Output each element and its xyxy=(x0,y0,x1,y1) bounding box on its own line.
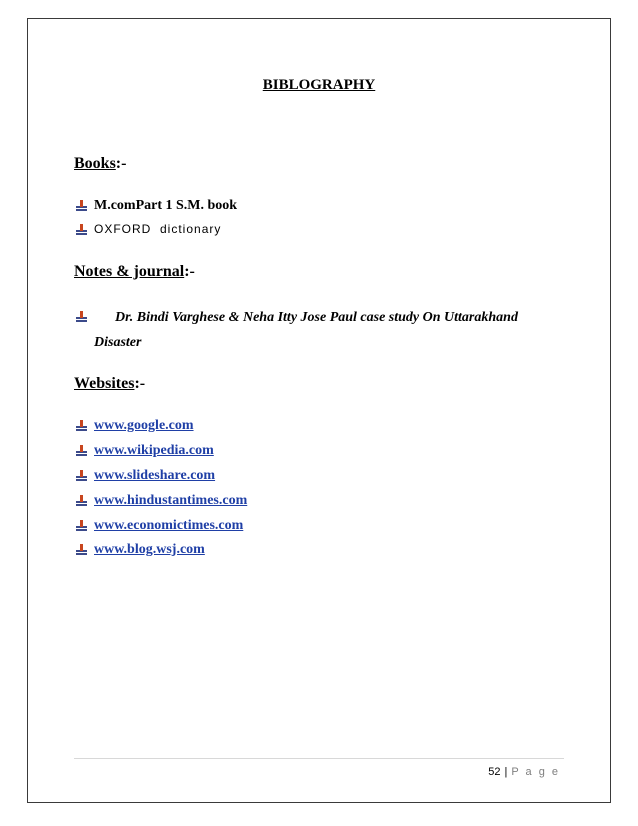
page-footer xyxy=(488,766,560,778)
footer-rule xyxy=(74,758,564,759)
list-item xyxy=(75,305,535,355)
footer-separator: | xyxy=(504,766,508,778)
book-bullet-icon xyxy=(75,470,88,482)
list-item xyxy=(75,468,215,484)
list-item xyxy=(75,198,237,214)
list-item xyxy=(75,222,221,236)
books-heading xyxy=(74,155,126,173)
link-wikipedia[interactable]: www.wikipedia.com xyxy=(94,443,214,458)
page-border xyxy=(27,18,611,803)
book-bullet-icon xyxy=(75,420,88,432)
list-item xyxy=(75,518,243,534)
list-item xyxy=(75,542,205,558)
book-bullet-icon xyxy=(75,224,88,236)
book-bullet-icon xyxy=(75,445,88,457)
link-hindustantimes[interactable]: www.hindustantimes.com xyxy=(94,493,248,508)
notes-item: Dr. Bindi Varghese & Neha Itty Jose Paul case study On Uttarakhand Disaster xyxy=(94,310,518,350)
list-item xyxy=(75,418,194,434)
page-title: BIBLOGRAPHY xyxy=(262,77,376,93)
book-bullet-icon xyxy=(75,495,88,507)
book-bullet-icon xyxy=(75,520,88,532)
book-bullet-icon xyxy=(75,200,88,212)
notes-heading-suffix: :- xyxy=(184,263,195,280)
page-number: 52 xyxy=(488,766,501,778)
list-item xyxy=(75,493,247,509)
link-slideshare[interactable]: www.slideshare.com xyxy=(94,468,216,483)
book-bullet-icon xyxy=(75,544,88,556)
list-item xyxy=(75,443,214,459)
websites-heading-suffix: :- xyxy=(134,375,146,392)
book-item-2: OXFORD dictionary xyxy=(94,222,222,236)
websites-heading-label: Websites xyxy=(74,375,135,392)
websites-heading xyxy=(74,375,145,393)
link-economictimes[interactable]: www.economictimes.com xyxy=(94,518,244,533)
books-heading-label: Books xyxy=(74,155,116,172)
notes-heading xyxy=(74,263,195,281)
books-heading-suffix: :- xyxy=(115,155,127,172)
notes-heading-label: Notes & journal xyxy=(74,263,185,280)
link-blog-wsj[interactable]: www.blog.wsj.com xyxy=(94,542,205,557)
book-item-1: M.comPart 1 S.M. book xyxy=(94,198,238,213)
link-google[interactable]: www.google.com xyxy=(94,418,194,433)
page-label: P a g e xyxy=(511,766,560,778)
